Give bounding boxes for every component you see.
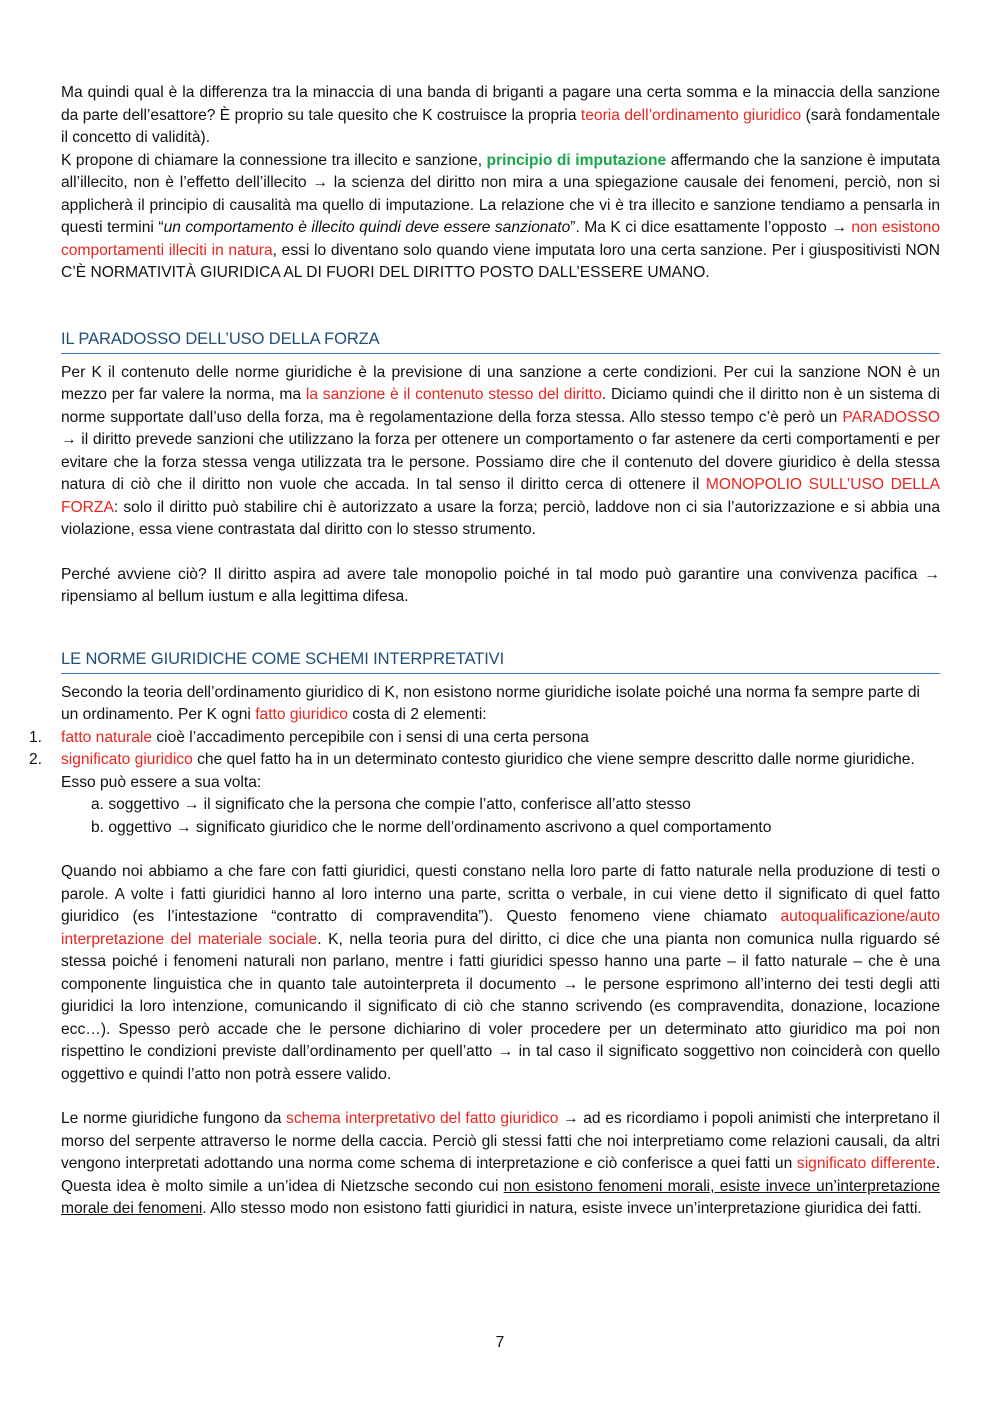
highlight-red: PARADOSSO [842,408,940,426]
italic-quote: un comportamento è illecito quindi deve essere sanzionato [163,219,571,236]
sub-item-a: a. soggettivo → il significato che la persona che compie l’atto, conferisce all’atto stesso [91,796,691,813]
section-heading-schemi: LE NORME GIURIDICHE COME SCHEMI INTERPRETATIVI [61,649,940,674]
list-item-1 [29,727,940,750]
list-item-2 [29,749,940,794]
list-number: 2. [29,751,43,768]
highlight-red: significato giuridico [61,751,193,768]
intro-paragraph-2 [61,150,940,285]
text-run: → ad es ricordiamo i popoli animisti che interpretano il morso del serpente attraverso le norme della caccia. Perciò gli stessi fatti che noi interpretiamo come relazioni causali, da altri vengono interpretati adottando una norma come schema di interpretazione e ciò conferisce a quei fatti un [61,1110,940,1172]
text-run: . K, nella teoria pura del diritto, ci dice che una pianta non comunica nulla riguardo sé stessa poiché i fenomeni naturali non parlano, mentre i fatti giuridici spesso hanno una parte – il fatto naturale – che è una componente linguistica che in quanto tale autointerpreta il documento → le persone esprimono all’interno dei testi degli atti giuridici la loro intenzione, comunicando il significato di ciò che stanno scrivendo (es compravendita, donazione, locazione ecc…). Spesso però accade che le persone dichiarino di voler procedere per un determinato atto giuridico ma poi non rispettino le condizioni previste dall’ordinamento per quell’atto → in tal caso il significato soggettivo non coinciderà con quello oggettivo e quindi l’atto non potrà essere valido. [61,930,940,1083]
underlined-text: non esistono fenomeni morali, esiste invece un’interpretazione morale dei fenomeni [61,1177,941,1217]
text-run: : solo il diritto può stabilire chi è autorizzato a usare la forza; perciò, laddove non ci sia l’autorizzazione e si abbia una violazione, essa viene contrastata dal diritto con lo stesso strumento. [61,498,940,538]
text-run: . Questa idea è molto simile a un’idea di Nietzsche secondo cui [61,1155,940,1195]
text-run: Per K il contenuto delle norme giuridiche è la previsione di una sanzione a certe condizioni. Per cui la sanzione NON è un mezzo per far valere la norma, ma [61,363,940,403]
text-run: costa di 2 elementi: [347,706,487,723]
text-run: , essi lo diventano solo quando viene imputata loro una certa sanzione. Per i giuspositivisti NON C’È NORMATIVITÀ GIURIDICA AL DI FUORI DEL DIRITTO POSTO DALL’ESSERE UMANO. [61,241,941,281]
highlight-red: MONOPOLIO SULL’USO DELLA FORZA [61,476,940,516]
highlight-red: schema interpretativo del fatto giuridico [286,1110,559,1127]
spacer [61,542,940,564]
page-number: 7 [495,1334,505,1351]
text-run: Ma quindi qual è la differenza tra la minaccia di una banda di briganti a pagare una certa somma e la minaccia della sanzione da parte dell’esattore? È proprio su tale quesito che K costruisce la propria [61,84,940,124]
spacer [61,1086,940,1108]
highlight-red: non esistono comportamenti illeciti in natura [61,219,941,259]
highlight-red: autoqualificazione/auto interpretazione del materiale sociale [61,908,940,948]
highlight-red: fatto giuridico [255,706,348,723]
highlight-red: teoria dell’ordinamento giuridico [580,106,802,124]
list-number: 1. [29,728,43,746]
highlight-red: fatto naturale [61,728,153,746]
text-run: . Diciamo quindi che il diritto non è un sistema di norme supportate dall’uso della forza, ma è regolamentazione della forza stessa. Allo stesso tempo c’è però un [61,386,940,426]
text-run: affermando che la sanzione è imputata all’illecito, non è l’effetto dell’illecito → la scienza del diritto non mira a una spiegazione causale dei fenomeni, perciò, non si applicherà il principio di causalità ma quello di imputazione. La relazione che vi è tra illecito e sanzione tendiamo a pensarla in questi termini “ [61,151,940,236]
text-run: ”. Ma K ci dice esattamente l’opposto → [570,219,852,236]
section2-paragraph-3 [61,1108,940,1221]
highlight-red: significato differente [796,1155,936,1172]
section2-paragraph-2 [61,861,940,1086]
section2-paragraph-1 [61,682,940,727]
text-run: Le norme giuridiche fungono da [61,1110,287,1127]
intro-paragraph-1 [61,82,940,150]
text-run: K propone di chiamare la connessione tra illecito e sanzione, [61,151,487,169]
text-run: → il diritto prevede sanzioni che utilizzano la forza per ottenere un comportamento o far astenere da certi comportamenti e per evitare che la forza stessa venga utilizzata tra le persone. Possiamo dire che il contenuto del dovere giuridico è della stessa natura di ciò che il diritto non vuole che accada. In tal senso il diritto cerca di ottenere il [61,431,940,493]
sub-item-b: b. oggettivo → significato giuridico che le norme dell’ordinamento ascrivono a quel comportamento [91,818,772,836]
text-run: . Allo stesso modo non esistono fatti giuridici in natura, esiste invece un’interpretazione giuridica dei fatti. [202,1200,922,1217]
text-run: che quel fatto ha in un determinato contesto giuridico che viene sempre descritto dalle norme giuridiche. Esso può essere a sua volta: [61,751,915,791]
highlight-green: principio di imputazione [486,151,667,169]
section1-paragraph-1 [61,362,940,542]
spacer [61,839,940,861]
section1-paragraph-2: Perché avviene ciò? Il diritto aspira ad avere tale monopolio poiché in tal modo può garantire una convivenza pacifica → ripensiamo al bellum iustum e alla legittima difesa. [61,565,940,605]
highlight-red: la sanzione è il contenuto stesso del diritto [305,386,602,403]
text-run: cioè l’accadimento percepibile con i sensi di una certa persona [152,728,589,746]
page-content [29,82,941,1221]
section-heading-paradosso: IL PARADOSSO DELL’USO DELLA FORZA [61,329,940,354]
text-run: Secondo la teoria dell’ordinamento giuridico di K, non esistono norme giuridiche isolate poiché una norma fa sempre parte di un ordinamento. Per K ogni [61,683,921,723]
text-run: Quando noi abbiamo a che fare con fatti giuridici, questi constano nella loro parte di fatto naturale nella produzione di testi o parole. A volte i fatti giuridici hanno al loro interno una parte, scritta o verbale, in cui viene detto il significato di quel fatto giuridico (es l’intestazione “contratto di compravendita”). Questo fenomeno viene chiamato [61,863,940,925]
text-run: (sarà fondamentale il concetto di validità). [61,106,941,146]
